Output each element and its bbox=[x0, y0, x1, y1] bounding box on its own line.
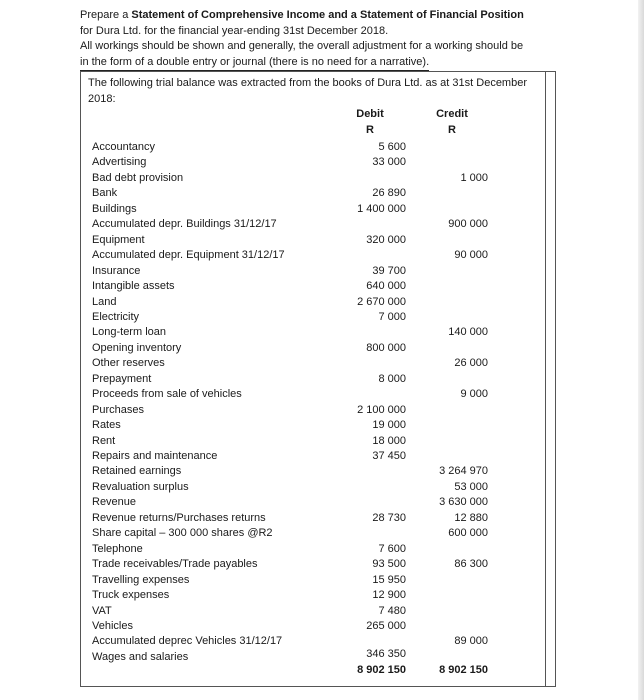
account-name: Repairs and maintenance bbox=[92, 450, 218, 462]
debit-amount: 33 000 bbox=[372, 156, 406, 169]
instructions-line-4: in the form of a double entry or journal (there is no need for a narrative). bbox=[80, 55, 429, 72]
account-name: Retained earnings bbox=[92, 465, 182, 478]
account-name: Travelling expenses bbox=[92, 573, 190, 586]
table-row bbox=[92, 264, 532, 280]
table-row bbox=[92, 403, 532, 419]
debit-amount: 18 000 bbox=[372, 434, 406, 447]
account-name: Land bbox=[92, 295, 117, 308]
debit-amount: 7 600 bbox=[378, 542, 406, 555]
account-name: Accumulated depr. Buildings 31/12/17 bbox=[92, 218, 277, 231]
account-name: Electricity bbox=[92, 310, 140, 323]
credit-amount: 900 000 bbox=[448, 218, 488, 231]
debit-amount: 8 000 bbox=[378, 372, 406, 385]
table-row bbox=[92, 325, 532, 341]
wages-debit-row bbox=[92, 647, 532, 663]
totals-row bbox=[92, 663, 532, 679]
debit-amount: 2 100 000 bbox=[357, 403, 406, 416]
page-edge bbox=[638, 0, 644, 700]
table-row bbox=[92, 557, 532, 573]
credit-amount: 86 300 bbox=[454, 558, 488, 571]
debit-amount: 7 480 bbox=[378, 604, 406, 617]
table-row bbox=[92, 511, 532, 527]
instructions bbox=[80, 8, 560, 71]
table-row bbox=[92, 202, 532, 218]
table-row bbox=[92, 449, 532, 465]
account-name: Revenue bbox=[92, 496, 137, 509]
account-name: Prepayment bbox=[92, 372, 152, 385]
table-row bbox=[92, 248, 532, 264]
debit-unit: R bbox=[366, 124, 374, 136]
debit-amount: 1 400 000 bbox=[357, 202, 406, 215]
account-name: Opening inventory bbox=[92, 341, 182, 354]
credit-amount: 90 000 bbox=[454, 249, 488, 262]
table-row bbox=[92, 464, 532, 480]
credit-unit: R bbox=[448, 124, 456, 136]
account-name: VAT bbox=[92, 604, 112, 617]
table-row bbox=[92, 356, 532, 372]
debit-amount: 37 450 bbox=[372, 450, 406, 462]
table-row bbox=[92, 341, 532, 357]
debit-amount: 5 600 bbox=[378, 141, 406, 153]
trial-balance-intro: The following trial balance was extracted from the books of Dura Ltd. as at 31st December 2018: bbox=[88, 77, 527, 105]
table-row bbox=[92, 186, 532, 202]
debit-amount: 39 700 bbox=[372, 264, 406, 277]
account-name: Rates bbox=[92, 419, 121, 432]
credit-amount: 26 000 bbox=[454, 357, 488, 370]
table-row bbox=[92, 619, 532, 635]
credit-amount: 12 880 bbox=[454, 511, 488, 524]
total-credit: 8 902 150 bbox=[439, 664, 488, 676]
account-name: Buildings bbox=[92, 202, 137, 215]
table-row bbox=[92, 233, 532, 249]
debit-amount: 93 500 bbox=[372, 558, 406, 571]
instructions-line-2: for Dura Ltd. for the financial year-ending 31st December 2018. bbox=[80, 24, 389, 37]
table-row bbox=[92, 418, 532, 434]
credit-amount: 89 000 bbox=[454, 635, 488, 648]
instructions-prefix: Prepare a bbox=[80, 9, 132, 21]
table-row bbox=[92, 588, 532, 604]
trial-balance-column-rule bbox=[545, 71, 546, 687]
account-name: Bad debt provision bbox=[92, 171, 184, 184]
table-row bbox=[92, 310, 532, 326]
account-name: Revaluation surplus bbox=[92, 480, 189, 493]
table-row bbox=[92, 526, 532, 542]
account-name: Share capital – 300 000 shares @R2 bbox=[92, 527, 273, 540]
wages-debit: 346 350 bbox=[366, 648, 406, 660]
account-name: Advertising bbox=[92, 156, 147, 169]
debit-amount: 2 670 000 bbox=[357, 295, 406, 308]
account-name: Purchases bbox=[92, 403, 144, 416]
debit-header: Debit bbox=[356, 108, 384, 120]
account-name: Proceeds from sale of vehicles bbox=[92, 388, 242, 401]
debit-amount: 800 000 bbox=[366, 341, 406, 354]
table-row bbox=[92, 480, 532, 496]
credit-amount: 9 000 bbox=[460, 388, 488, 401]
credit-header: Credit bbox=[436, 108, 468, 120]
debit-amount: 15 950 bbox=[372, 573, 406, 586]
credit-amount: 1 000 bbox=[460, 171, 488, 184]
table-row bbox=[92, 372, 532, 388]
account-name: Revenue returns/Purchases returns bbox=[92, 511, 266, 524]
credit-amount: 600 000 bbox=[448, 527, 488, 540]
debit-amount: 320 000 bbox=[366, 233, 406, 246]
table-row bbox=[92, 434, 532, 450]
total-debit: 8 902 150 bbox=[357, 664, 406, 676]
account-name: Accumulated deprec Vehicles 31/12/17 bbox=[92, 635, 283, 648]
account-name: Trade receivables/Trade payables bbox=[92, 558, 258, 571]
credit-amount: 3 630 000 bbox=[439, 496, 488, 509]
instructions-line-1 bbox=[80, 8, 560, 24]
table-row bbox=[92, 171, 532, 187]
account-name: Other reserves bbox=[92, 357, 165, 370]
table-row bbox=[92, 542, 532, 558]
credit-amount: 3 264 970 bbox=[439, 465, 488, 478]
account-name: Insurance bbox=[92, 264, 141, 277]
account-name: Telephone bbox=[92, 542, 143, 555]
debit-amount: 12 900 bbox=[372, 589, 406, 602]
account-name: Accountancy bbox=[92, 141, 155, 153]
debit-amount: 640 000 bbox=[366, 280, 406, 293]
debit-amount: 26 890 bbox=[372, 187, 406, 200]
table-row bbox=[92, 295, 532, 311]
debit-amount: 265 000 bbox=[366, 619, 406, 632]
account-name: Wages and salaries bbox=[92, 650, 189, 663]
table-row bbox=[92, 573, 532, 589]
debit-amount: 7 000 bbox=[378, 310, 406, 323]
account-name: Rent bbox=[92, 434, 116, 447]
credit-amount: 53 000 bbox=[454, 480, 488, 493]
instructions-line-3: All workings should be shown and generally, the overall adjustment for a working should be bbox=[80, 40, 524, 52]
account-name: Vehicles bbox=[92, 619, 133, 632]
instructions-title: Statement of Comprehensive Income and a Statement of Financial Position bbox=[131, 9, 524, 21]
account-name: Intangible assets bbox=[92, 280, 175, 293]
account-name: Equipment bbox=[92, 233, 145, 246]
table-row bbox=[92, 279, 532, 295]
credit-amount: 140 000 bbox=[448, 326, 488, 339]
account-name: Bank bbox=[92, 187, 118, 200]
account-name: Truck expenses bbox=[92, 589, 170, 602]
table-row bbox=[92, 155, 532, 171]
table-row bbox=[92, 140, 532, 156]
table-row bbox=[92, 217, 532, 233]
account-name: Long-term loan bbox=[92, 326, 166, 339]
account-name: Accumulated depr. Equipment 31/12/17 bbox=[92, 249, 285, 262]
debit-amount: 28 730 bbox=[372, 511, 406, 524]
table-row bbox=[92, 495, 532, 511]
debit-amount: 19 000 bbox=[372, 419, 406, 432]
table-row bbox=[92, 387, 532, 403]
table-row bbox=[92, 604, 532, 620]
